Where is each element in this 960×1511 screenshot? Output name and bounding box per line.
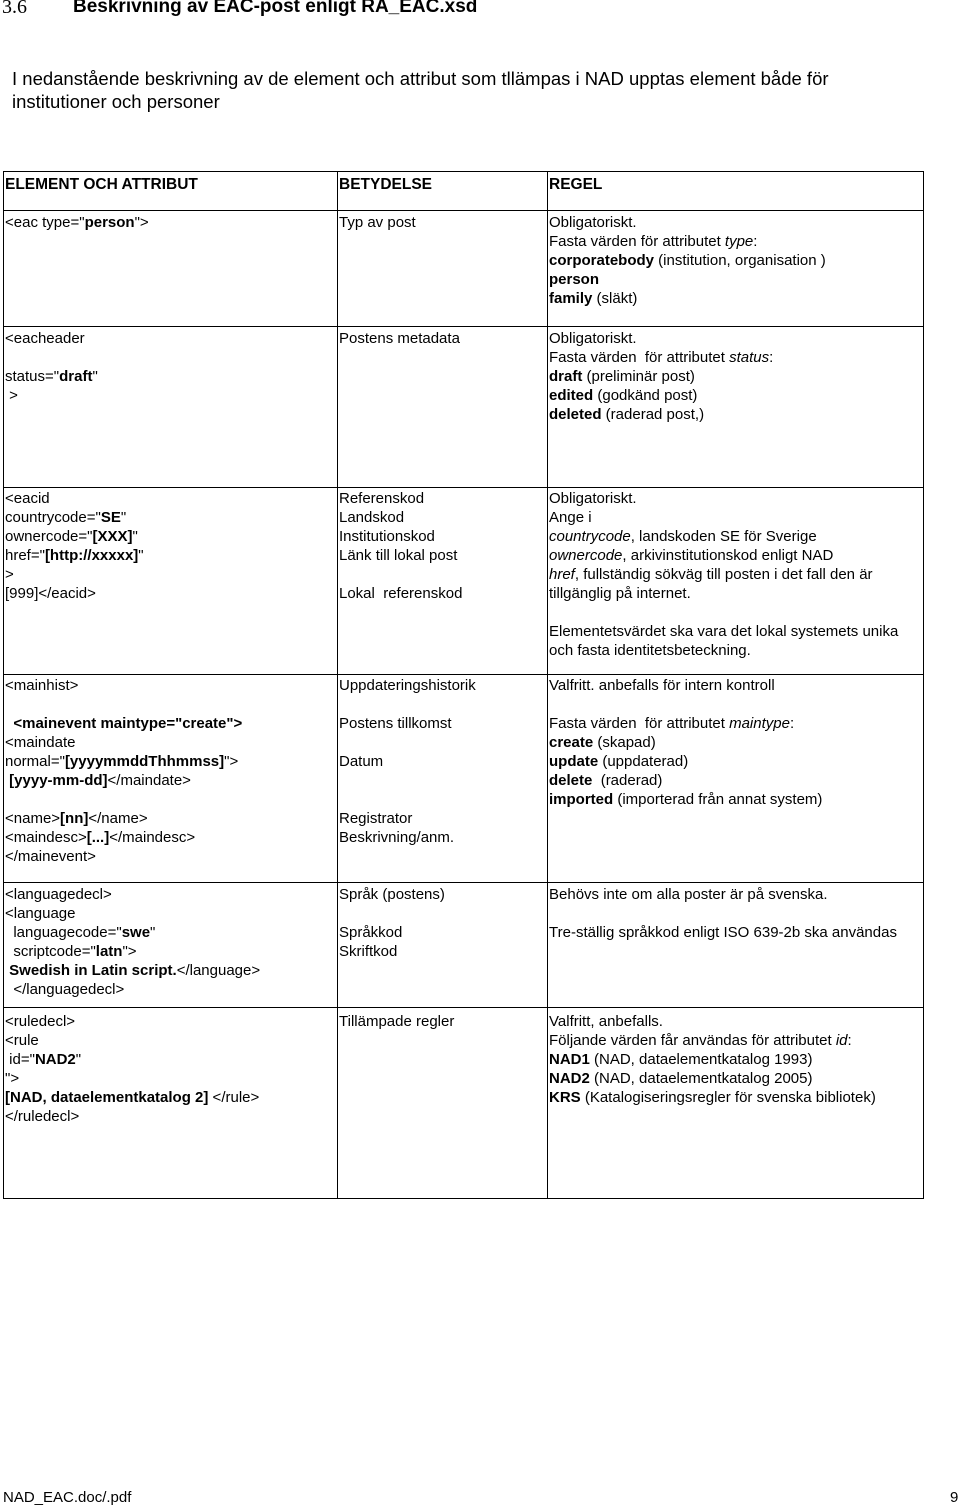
- row-divider: [4, 326, 923, 327]
- text-run: Elementetsvärdet ska vara det lokal systemets unika: [549, 623, 899, 640]
- text-run: (NAD, dataelementkatalog 2005): [589, 1070, 813, 1087]
- text-run: create: [549, 734, 594, 751]
- text-run: <eacid: [5, 490, 50, 507]
- cell-line: [339, 771, 476, 790]
- cell-line: [5, 527, 144, 546]
- cell-line: Datum: [339, 753, 384, 770]
- text-run: <mainevent maintype="create">: [13, 715, 243, 732]
- row-5-betydelse: [339, 885, 445, 961]
- text-run: [NAD, dataelementkatalog 2]: [5, 1089, 209, 1106]
- cell-line: Språkkod: [339, 924, 403, 941]
- cell-line: [549, 270, 826, 289]
- cell-line: [5, 1050, 259, 1069]
- cell-line: Landskod: [339, 509, 405, 526]
- text-run: (preliminär post): [582, 368, 695, 385]
- cell-line: Registrator: [339, 810, 413, 827]
- cell-line: [549, 367, 773, 386]
- element-table: [3, 171, 924, 1199]
- text-run: href: [549, 566, 575, 583]
- text-run: Behövs inte om alla poster är på svenska.: [549, 886, 828, 903]
- cell-line: [5, 367, 98, 386]
- row-3-regel: [549, 489, 898, 660]
- cell-line: [5, 1107, 259, 1126]
- text-run: KRS: [549, 1089, 581, 1106]
- cell-line: [549, 1050, 876, 1069]
- text-run: >: [5, 566, 14, 583]
- text-run: , arkivinstitutionskod enligt NAD: [622, 547, 834, 564]
- cell-line: [339, 790, 476, 809]
- cell-line: [5, 676, 242, 695]
- text-run: imported: [549, 791, 614, 808]
- cell-line: [549, 289, 826, 308]
- text-run: ">: [5, 1070, 20, 1087]
- text-run: maintype: [729, 715, 790, 732]
- text-run: <eacheader: [5, 330, 85, 347]
- text-run: (godkänd post): [593, 387, 698, 404]
- cell-line: [549, 622, 898, 641]
- text-run: id: [835, 1032, 848, 1049]
- text-run: <languagedecl>: [5, 886, 112, 903]
- text-run: :: [847, 1032, 852, 1049]
- text-run: (institution, organisation ): [654, 252, 826, 269]
- row-1-regel: [549, 213, 826, 308]
- cell-line: [339, 695, 476, 714]
- cell-line: [549, 508, 898, 527]
- text-run: Tre-ställig språkkod enligt ISO 639-2b ska användas: [549, 924, 897, 941]
- cell-line: [5, 213, 149, 232]
- row-2-betydelse: [339, 329, 460, 348]
- cell-line: [549, 489, 898, 508]
- text-run: ">: [122, 943, 137, 960]
- text-run: </mainevent>: [5, 848, 96, 865]
- text-run: </ruledecl>: [5, 1108, 80, 1125]
- footer-filename: NAD_EAC.doc/.pdf: [3, 1489, 132, 1506]
- cell-line: [549, 733, 822, 752]
- cell-line: [5, 809, 242, 828]
- cell-line: [549, 1012, 876, 1031]
- text-run: :: [789, 715, 795, 732]
- cell-line: [339, 904, 445, 923]
- row-divider: [4, 487, 923, 488]
- text-run: (skapad): [593, 734, 656, 751]
- intro-paragraph: [12, 67, 942, 113]
- text-run: person: [549, 271, 600, 288]
- text-run: delete: [549, 772, 593, 789]
- text-run: family: [549, 290, 593, 307]
- text-run: type: [724, 233, 754, 250]
- cell-line: [549, 676, 822, 695]
- header-betydelse: BETYDELSE: [339, 176, 433, 193]
- text-run: </name>: [88, 810, 148, 827]
- text-run: [nn]: [60, 810, 89, 827]
- text-run: Obligatoriskt.: [549, 330, 637, 347]
- text-run: Valfritt, anbefalls.: [549, 1013, 663, 1030]
- text-run: ": [120, 509, 127, 526]
- cell-line: [549, 695, 822, 714]
- text-run: SE: [100, 509, 121, 526]
- text-run: <maindesc>: [5, 829, 87, 846]
- text-run: corporatebody: [549, 252, 655, 269]
- cell-line: Skriftkod: [339, 943, 398, 960]
- cell-line: [5, 489, 144, 508]
- cell-line: [5, 329, 98, 348]
- text-run: status: [729, 349, 770, 366]
- cell-line: [5, 565, 144, 584]
- section-number: 3.6: [2, 0, 27, 18]
- text-run: edited: [549, 387, 594, 404]
- cell-line: [5, 1088, 259, 1107]
- text-run: [999]</eacid>: [5, 585, 96, 602]
- text-run: Obligatoriskt.: [549, 214, 637, 231]
- row-1-element: [5, 213, 149, 232]
- cell-line: [549, 1069, 876, 1088]
- intro-line-1: I nedanstående beskrivning av de element och attribut som tllämpas i NAD upptas element både för: [12, 68, 829, 89]
- section-heading: [0, 0, 960, 22]
- cell-line: [549, 251, 826, 270]
- text-run: countrycode: [549, 528, 631, 545]
- cell-line: [5, 980, 260, 999]
- cell-line: [549, 790, 822, 809]
- cell-line: Uppdateringshistorik: [339, 677, 476, 694]
- text-run: , landskoden SE för Sverige: [630, 528, 817, 545]
- text-run: id=": [5, 1051, 35, 1068]
- cell-line: [5, 923, 260, 942]
- text-run: scriptcode=": [5, 943, 96, 960]
- text-run: href=": [5, 547, 45, 564]
- text-run: :: [769, 349, 774, 366]
- text-run: (släkt): [592, 290, 638, 307]
- cell-line: [549, 405, 773, 424]
- text-run: NAD1: [549, 1051, 590, 1068]
- cell-line: [549, 904, 897, 923]
- cell-line: [549, 771, 822, 790]
- text-run: latn: [95, 943, 123, 960]
- cell-line: Typ av post: [339, 214, 416, 231]
- cell-line: [5, 752, 242, 771]
- text-run: ">: [134, 214, 149, 231]
- text-run: ": [92, 368, 98, 385]
- row-5-regel: [549, 885, 897, 942]
- cell-line: [549, 603, 898, 622]
- text-run: (uppdaterad): [598, 753, 689, 770]
- row-6-element: [5, 1012, 259, 1126]
- cell-line: [339, 733, 476, 752]
- cell-line: [5, 348, 98, 367]
- text-run: [yyyy-mm-dd]: [9, 772, 108, 789]
- text-run: (Katalogiseringsregler för svenska bibliotek): [580, 1089, 876, 1106]
- intro-line-2: institutioner och personer: [12, 91, 220, 112]
- cell-line: [5, 961, 260, 980]
- text-run: ownercode: [549, 547, 623, 564]
- text-run: (raderad): [592, 772, 663, 789]
- cell-line: [5, 733, 242, 752]
- cell-line: Beskrivning/anm.: [339, 829, 455, 846]
- text-run: </maindate>: [107, 772, 191, 789]
- row-4-element: [5, 676, 242, 866]
- header-regel: REGEL: [549, 176, 603, 193]
- cell-line: Länk till lokal post: [339, 547, 458, 564]
- cell-line: [5, 714, 242, 733]
- text-run: ownercode=": [5, 528, 93, 545]
- text-run: ": [150, 924, 156, 941]
- text-run: (NAD, dataelementkatalog 1993): [589, 1051, 813, 1068]
- row-3-betydelse: [339, 489, 462, 603]
- cell-line: Referenskod: [339, 490, 425, 507]
- row-2-element: [5, 329, 98, 405]
- footer-page-number: 9: [950, 1489, 959, 1506]
- row-4-regel: [549, 676, 822, 809]
- text-run: <ruledecl>: [5, 1013, 76, 1030]
- cell-line: [549, 213, 826, 232]
- text-run: Följande värden får användas för attributet: [549, 1032, 836, 1049]
- text-run: Valfritt. anbefalls för intern kontroll: [549, 677, 775, 694]
- cell-line: [5, 546, 144, 565]
- text-run: <rule: [5, 1032, 39, 1049]
- text-run: [XXX]: [92, 528, 133, 545]
- cell-line: [549, 1088, 876, 1107]
- text-run: [yyyymmddThhmmss]: [64, 753, 225, 770]
- cell-line: [549, 641, 898, 660]
- text-run: <eac type=": [5, 214, 85, 231]
- text-run: ": [75, 1051, 82, 1068]
- cell-line: [5, 1069, 259, 1088]
- cell-line: [5, 790, 242, 809]
- cell-line: Institutionskod: [339, 528, 435, 545]
- text-run: <name>: [5, 810, 61, 827]
- cell-line: [549, 232, 826, 251]
- row-3-element: [5, 489, 144, 603]
- cell-line: [5, 771, 242, 790]
- cell-line: [5, 695, 242, 714]
- text-run: [http://xxxxx]: [44, 547, 139, 564]
- text-run: update: [549, 753, 599, 770]
- text-run: status=": [5, 368, 60, 385]
- text-run: </language>: [176, 962, 261, 979]
- text-run: Fasta värden för attributet: [549, 715, 730, 732]
- cell-line: [549, 546, 898, 565]
- cell-line: [549, 885, 897, 904]
- cell-line: Tillämpade regler: [339, 1013, 455, 1030]
- text-run: NAD2: [549, 1070, 590, 1087]
- text-run: Fasta värden för attributet: [549, 233, 725, 250]
- row-6-regel: [549, 1012, 876, 1107]
- text-run: tillgänglig på internet.: [549, 585, 691, 602]
- cell-line: [5, 885, 260, 904]
- cell-line: [549, 1031, 876, 1050]
- row-5-element: [5, 885, 260, 999]
- text-run: >: [5, 387, 18, 404]
- text-run: draft: [549, 368, 583, 385]
- text-run: <language: [5, 905, 76, 922]
- text-run: person: [84, 214, 135, 231]
- cell-line: [339, 565, 462, 584]
- cell-line: [549, 752, 822, 771]
- cell-line: [549, 348, 773, 367]
- cell-line: [549, 923, 897, 942]
- text-run: Swedish in Latin script.: [9, 962, 177, 979]
- text-run: Fasta värden för attributet: [549, 349, 730, 366]
- text-run: normal=": [5, 753, 65, 770]
- text-run: countrycode=": [5, 509, 101, 526]
- header-element: ELEMENT OCH ATTRIBUT: [5, 176, 198, 193]
- cell-line: Lokal referenskod: [339, 585, 463, 602]
- text-run: deleted: [549, 406, 602, 423]
- section-title: Beskrivning av EAC-post enligt RA_EAC.xsd: [73, 0, 478, 17]
- row-2-regel: [549, 329, 773, 424]
- text-run: languagecode=": [5, 924, 122, 941]
- text-run: ">: [224, 753, 239, 770]
- row-6-betydelse: [339, 1012, 454, 1031]
- text-run: </languagedecl>: [5, 981, 125, 998]
- text-run: Obligatoriskt.: [549, 490, 637, 507]
- text-run: ": [132, 528, 138, 545]
- text-run: Ange i: [549, 509, 592, 526]
- row-divider: [4, 882, 923, 883]
- cell-line: [5, 386, 98, 405]
- text-run: , fullständig sökväg till posten i det fall den är: [574, 566, 873, 583]
- row-1-betydelse: [339, 213, 416, 232]
- cell-line: [549, 329, 773, 348]
- cell-line: Postens tillkomst: [339, 715, 452, 732]
- cell-line: [549, 714, 822, 733]
- row-divider: [4, 674, 923, 675]
- text-run: [...]: [86, 829, 110, 846]
- text-run: (raderad post,): [601, 406, 705, 423]
- cell-line: Postens metadata: [339, 330, 460, 347]
- text-run: draft: [59, 368, 93, 385]
- cell-line: [5, 584, 144, 603]
- row-4-betydelse: [339, 676, 476, 847]
- text-run: </rule>: [208, 1089, 260, 1106]
- cell-line: [5, 847, 242, 866]
- row-divider: [4, 210, 923, 211]
- cell-line: [5, 942, 260, 961]
- cell-line: Språk (postens): [339, 886, 445, 903]
- cell-line: [549, 565, 898, 584]
- text-run: <mainhist>: [5, 677, 79, 694]
- cell-line: [5, 904, 260, 923]
- row-divider: [4, 1007, 923, 1008]
- text-run: ": [138, 547, 144, 564]
- text-run: </maindesc>: [109, 829, 196, 846]
- cell-line: [549, 584, 898, 603]
- text-run: NAD2: [34, 1051, 76, 1068]
- text-run: swe: [121, 924, 151, 941]
- cell-line: [5, 828, 242, 847]
- cell-line: [5, 1012, 259, 1031]
- cell-line: [5, 508, 144, 527]
- cell-line: [549, 386, 773, 405]
- text-run: (importerad från annat system): [613, 791, 823, 808]
- text-run: <maindate: [5, 734, 76, 751]
- cell-line: [5, 1031, 259, 1050]
- cell-line: [549, 527, 898, 546]
- text-run: :: [753, 233, 758, 250]
- text-run: och fasta identitetsbeteckning.: [549, 642, 751, 659]
